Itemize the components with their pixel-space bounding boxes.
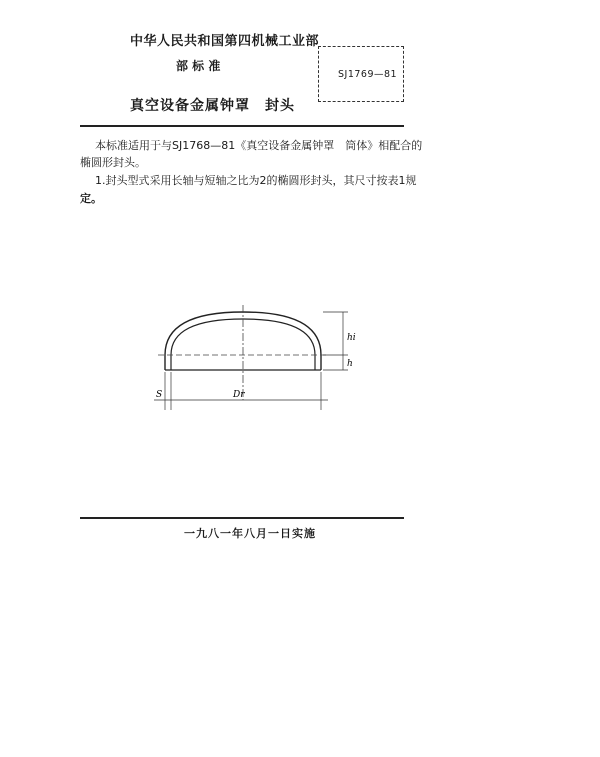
elliptical-head-drawing [148, 300, 358, 420]
ministry-name: 中华人民共和国第四机械工业部 [130, 34, 320, 49]
paragraph-1-line-2: 椭圆形封头。 [80, 156, 146, 169]
standard-type: 部 标 准 [176, 59, 221, 73]
effective-date: 一九八一年八月一日实施 [184, 527, 316, 540]
dim-label-s: S [156, 390, 163, 400]
paragraph-2-line-2: 定。 [80, 192, 102, 205]
paragraph-2-line-1: 1.封头型式采用长轴与短轴之比为2的椭圆形封头，其尺寸按表1规 [95, 174, 417, 187]
top-divider [80, 125, 404, 127]
dim-label-d: Dr [233, 390, 245, 400]
paragraph-1-line-1: 本标准适用于与SJ1768—81《真空设备金属钟罩 筒体》相配合的 [95, 139, 423, 152]
standard-code: SJ1769—81 [338, 69, 398, 80]
dim-label-hi: hi [347, 333, 356, 343]
dim-label-h: h [347, 359, 353, 369]
bottom-divider [80, 517, 404, 519]
document-title: 真空设备金属钟罩 封头 [130, 98, 295, 114]
